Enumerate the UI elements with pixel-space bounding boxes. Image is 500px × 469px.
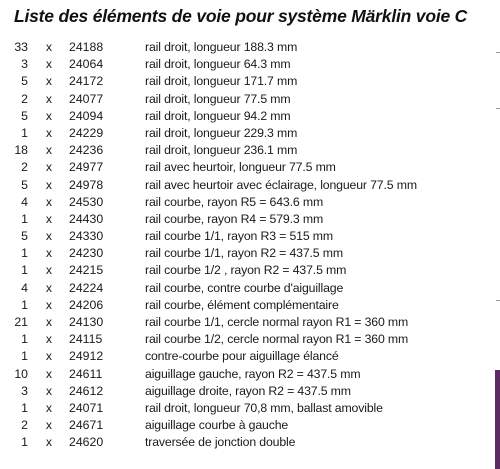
times-symbol: x xyxy=(45,91,53,106)
item-description: rail droit, longueur 188.3 mm xyxy=(145,40,298,54)
item-quantity: 18 xyxy=(14,143,28,158)
times-symbol: x xyxy=(45,349,53,364)
item-reference: 24130 xyxy=(69,315,104,329)
page-edge-mark xyxy=(496,300,500,301)
times-symbol: x xyxy=(45,418,53,433)
item-description: aiguillage courbe à gauche xyxy=(145,418,289,433)
item-description: traversée de jonction double xyxy=(145,435,296,450)
list-item xyxy=(0,125,492,142)
item-description: rail droit, longueur 77.5 mm xyxy=(145,91,291,106)
item-reference: 24620 xyxy=(69,435,104,450)
item-reference: 24188 xyxy=(69,40,104,54)
item-description: rail courbe 1/1, cercle normal rayon R1 = 360 mm xyxy=(145,315,409,329)
times-symbol: x xyxy=(45,143,53,158)
item-description: rail droit, longueur 229.3 mm xyxy=(145,125,298,140)
item-reference: 24330 xyxy=(69,229,104,244)
times-symbol: x xyxy=(45,211,53,226)
list-item xyxy=(0,314,492,331)
times-symbol: x xyxy=(45,125,53,140)
item-reference: 24611 xyxy=(69,366,103,381)
times-symbol: x xyxy=(45,246,53,261)
list-item xyxy=(0,108,492,125)
list-item xyxy=(0,194,492,211)
item-description: rail avec heurtoir avec éclairage, longueur 77.5 mm xyxy=(145,177,417,192)
list-item xyxy=(0,331,492,348)
list-item xyxy=(0,245,492,262)
item-quantity: 1 xyxy=(21,125,28,140)
item-description: rail courbe, contre courbe d'aiguillage xyxy=(145,280,344,295)
item-description: rail droit, longueur 64.3 mm xyxy=(145,57,291,72)
item-reference: 24172 xyxy=(69,74,104,89)
item-description: rail courbe, rayon R4 = 579.3 mm xyxy=(145,211,324,226)
item-description: rail courbe, élément complémentaire xyxy=(145,297,339,312)
item-reference: 24094 xyxy=(69,108,104,123)
item-reference: 24612 xyxy=(69,383,104,398)
list-item xyxy=(0,383,492,400)
item-quantity: 3 xyxy=(21,383,28,398)
list-item xyxy=(0,366,492,383)
times-symbol: x xyxy=(45,315,53,329)
times-symbol: x xyxy=(45,366,53,381)
times-symbol: x xyxy=(45,160,53,175)
list-item xyxy=(0,91,492,108)
item-reference: 24071 xyxy=(69,400,104,415)
item-description: contre-courbe pour aiguillage élancé xyxy=(145,349,339,364)
list-item xyxy=(0,434,492,451)
item-description: rail courbe 1/1, rayon R2 = 437.5 mm xyxy=(145,246,343,261)
list-item xyxy=(0,56,492,73)
item-reference: 24230 xyxy=(69,246,104,261)
item-quantity: 1 xyxy=(21,349,28,364)
item-quantity: 2 xyxy=(21,91,28,106)
item-reference: 24977 xyxy=(69,160,104,175)
list-item xyxy=(0,348,492,365)
item-reference: 24978 xyxy=(69,177,104,192)
list-item xyxy=(0,39,492,56)
item-description: rail avec heurtoir, longueur 77.5 mm xyxy=(145,160,336,175)
item-quantity: 10 xyxy=(14,366,28,381)
item-quantity: 1 xyxy=(21,211,28,226)
times-symbol: x xyxy=(45,177,53,192)
item-reference: 24912 xyxy=(69,349,104,364)
list-item xyxy=(0,159,492,176)
item-quantity: 33 xyxy=(14,40,28,54)
times-symbol: x xyxy=(45,332,53,347)
item-quantity: 5 xyxy=(21,108,28,123)
list-item xyxy=(0,228,492,245)
item-quantity: 3 xyxy=(21,57,28,72)
item-description: rail courbe, rayon R5 = 643.6 mm xyxy=(145,194,324,209)
item-reference: 24215 xyxy=(69,263,104,278)
item-description: aiguillage gauche, rayon R2 = 437.5 mm xyxy=(145,366,361,381)
list-item xyxy=(0,211,492,228)
item-description: rail droit, longueur 236.1 mm xyxy=(145,143,298,158)
item-description: rail droit, longueur 70,8 mm, ballast amovible xyxy=(145,400,383,415)
times-symbol: x xyxy=(45,263,53,278)
item-reference: 24229 xyxy=(69,125,104,140)
item-reference: 24671 xyxy=(69,418,104,433)
item-reference: 24236 xyxy=(69,143,104,158)
item-reference: 24530 xyxy=(69,194,104,209)
times-symbol: x xyxy=(45,297,53,312)
times-symbol: x xyxy=(45,194,53,209)
list-item xyxy=(0,297,492,314)
item-quantity: 1 xyxy=(21,400,28,415)
item-description: rail droit, longueur 171.7 mm xyxy=(145,74,298,89)
list-item xyxy=(0,417,492,434)
track-parts-list xyxy=(0,39,492,452)
page-title: Liste des éléments de voie pour système Märklin voie C xyxy=(14,6,468,26)
list-item xyxy=(0,262,492,279)
list-item xyxy=(0,280,492,297)
list-item xyxy=(0,73,492,90)
item-description: rail courbe 1/2, cercle normal rayon R1 = 360 mm xyxy=(145,332,409,347)
list-item xyxy=(0,142,492,159)
item-quantity: 1 xyxy=(21,332,28,347)
item-quantity: 4 xyxy=(21,194,28,209)
item-quantity: 5 xyxy=(21,229,28,244)
times-symbol: x xyxy=(45,280,53,295)
item-quantity: 1 xyxy=(21,297,28,312)
item-reference: 24206 xyxy=(69,297,104,312)
item-description: rail courbe 1/2 , rayon R2 = 437.5 mm xyxy=(145,263,347,278)
times-symbol: x xyxy=(45,57,53,72)
times-symbol: x xyxy=(45,400,53,415)
times-symbol: x xyxy=(45,435,53,450)
times-symbol: x xyxy=(45,40,53,54)
item-quantity: 1 xyxy=(21,246,28,261)
item-reference: 24077 xyxy=(69,91,104,106)
list-item xyxy=(0,177,492,194)
item-description: aiguillage droite, rayon R2 = 437.5 mm xyxy=(145,383,351,398)
item-reference: 24115 xyxy=(69,332,103,347)
item-description: rail droit, longueur 94.2 mm xyxy=(145,108,291,123)
item-quantity: 1 xyxy=(21,263,28,278)
page-edge-bar xyxy=(495,370,500,469)
item-reference: 24224 xyxy=(69,280,104,295)
item-quantity: 1 xyxy=(21,435,28,450)
times-symbol: x xyxy=(45,108,53,123)
times-symbol: x xyxy=(45,229,53,244)
item-quantity: 4 xyxy=(21,280,28,295)
item-reference: 24064 xyxy=(69,57,104,72)
item-quantity: 5 xyxy=(21,74,28,89)
list-item xyxy=(0,400,492,417)
item-quantity: 5 xyxy=(21,177,28,192)
times-symbol: x xyxy=(45,383,53,398)
item-quantity: 21 xyxy=(14,315,28,329)
item-quantity: 2 xyxy=(21,418,28,433)
item-quantity: 2 xyxy=(21,160,28,175)
item-description: rail courbe 1/1, rayon R3 = 515 mm xyxy=(145,229,333,244)
page-edge-mark xyxy=(496,108,500,109)
item-reference: 24430 xyxy=(69,211,104,226)
times-symbol: x xyxy=(45,74,53,89)
page-edge-mark xyxy=(496,52,500,53)
